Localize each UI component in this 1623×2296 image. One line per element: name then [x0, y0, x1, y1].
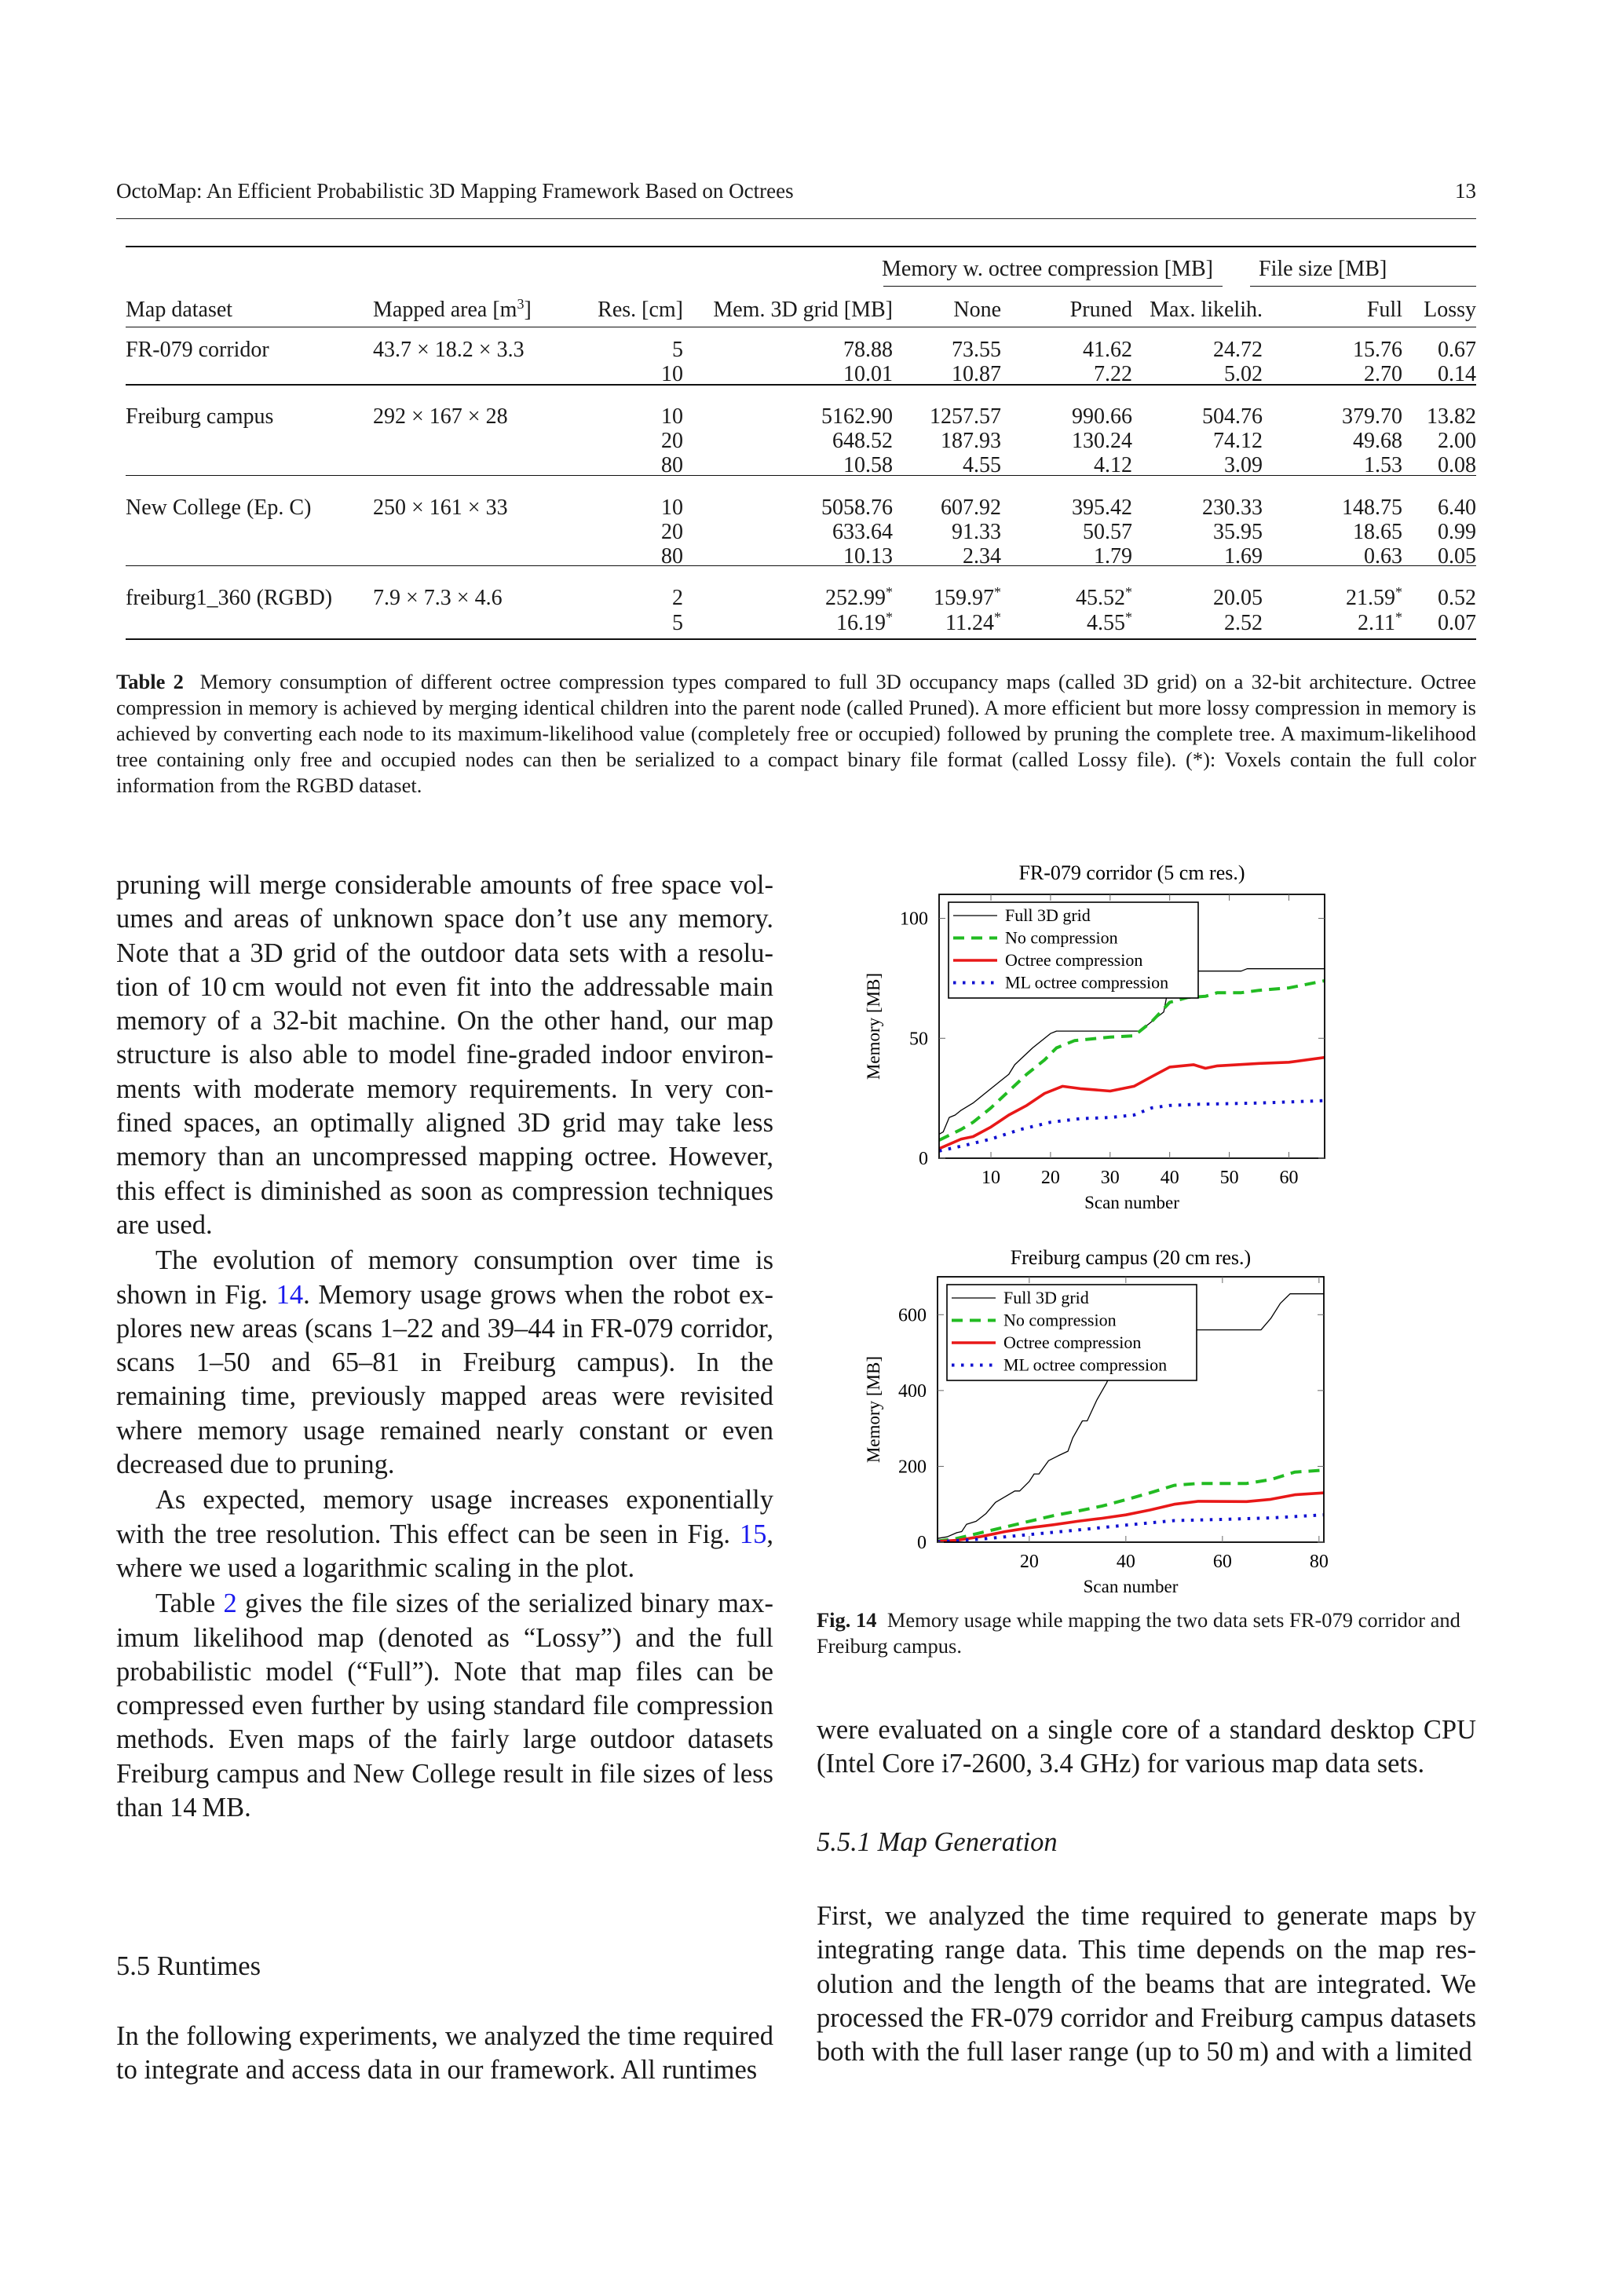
table-cell-none: 91.33: [952, 519, 1001, 544]
chart-title: Freiburg campus (20 cm res.): [1010, 1246, 1252, 1269]
table-cell-pruned: 1.79: [1094, 544, 1132, 569]
series-line: [939, 981, 1325, 1140]
legend-label: ML octree compression: [1005, 972, 1169, 993]
page-number: 13: [1455, 179, 1476, 203]
x-tick-label: 20: [1040, 1168, 1060, 1188]
chart-legend: [947, 1285, 1197, 1380]
table-cell-lossy: 0.07: [1438, 610, 1476, 635]
legend-label: No compression: [1003, 1310, 1117, 1330]
group-rule: [126, 475, 1476, 476]
table-cell-none: 607.92: [941, 495, 1001, 520]
x-tick-label: 10: [981, 1168, 1001, 1188]
table-cell-grid: 648.52: [832, 428, 893, 453]
x-tick-label: 60: [1279, 1168, 1299, 1188]
header-rule: [116, 218, 1476, 219]
left-column-bottom: [116, 2020, 773, 2088]
running-title: OctoMap: An Efficient Probabilistic 3D Mapping Framework Based on Octrees: [116, 179, 794, 203]
x-tick-label: 40: [1160, 1168, 1179, 1188]
memory-group-header: Memory w. octree compression [MB]: [882, 257, 1213, 281]
table-cell-grid: 633.64: [832, 519, 893, 544]
legend-label: Full 3D grid: [1003, 1288, 1089, 1307]
col-header-none: None: [953, 298, 1001, 322]
right-paragraph-2: First, we analyzed the time required to generate maps by integrating range data. This time depends on the map resolution and the length of the beams that are integrated. We processed the FR-079 corridor and Freiburg campus datasets both with the full laser range (up to 50 m) and with a limited: [817, 1901, 1476, 2067]
table-cell-grid: 10.13: [843, 544, 893, 569]
table-cell-full: 379.70: [1342, 404, 1402, 429]
table-cell-none: 159.97*: [934, 584, 1001, 611]
legend-label: Full 3D grid: [1005, 905, 1091, 925]
y-tick-label: 400: [898, 1380, 927, 1402]
dataset-name: Freiburg campus: [126, 404, 274, 429]
table-cell-res: 5: [672, 338, 683, 362]
series-line: [938, 1470, 1324, 1541]
legend-label: Octree compression: [1005, 950, 1143, 970]
table-cell-res: 10: [661, 362, 683, 387]
table-cell-full: 21.59*: [1346, 584, 1402, 611]
table-cell-ml: 74.12: [1213, 428, 1263, 453]
group-rule: [126, 384, 1476, 386]
table-cell-full: 18.65: [1353, 519, 1402, 544]
table-cell-res: 5: [672, 610, 683, 635]
table-cell-grid: 78.88: [843, 338, 893, 362]
table-cell-res: 80: [661, 453, 683, 478]
fig-14-link[interactable]: 14: [276, 1279, 304, 1310]
fig-15-link[interactable]: 15: [739, 1519, 767, 1549]
paragraph: In the following experiments, we analyzed the time required to integrate and access data in our framework. All runtimes: [116, 2021, 773, 2086]
table-cell-pruned: 130.24: [1072, 428, 1132, 453]
memory-group-rule: [883, 286, 1223, 287]
table-cell-res: 20: [661, 519, 683, 544]
col-header-area: Mapped area $[m^3]$: [373, 296, 532, 322]
y-tick-label: 200: [898, 1457, 927, 1478]
right-paragraph-1: were evaluated on a single core of a standard desktop CPU (Intel Core i7-2600, 3.4 GHz) for various map data sets.: [817, 1715, 1476, 1779]
col-header-lossy: Lossy: [1424, 298, 1476, 322]
table-cell-full: 49.68: [1353, 428, 1402, 453]
table-cell-ml: 20.05: [1213, 586, 1263, 611]
table-cell-pruned: 4.55*: [1087, 609, 1132, 635]
table-cell-pruned: 4.12: [1094, 453, 1132, 478]
y-tick-label: 600: [898, 1305, 927, 1326]
series-line: [939, 1101, 1325, 1151]
table-bottom-rule: [126, 638, 1476, 640]
paragraph: The evolution of memory consumption over time is shown in Fig. 14. Memory usage grows when the robot explores new areas (scans 1–22 and 39–44 in FR-079 corridor, scans 1–50 and 65–81 in Freiburg campus). In the remaining time, previously mapped areas were revisited where memory usage remained nearly constant or even decreased due to pruning.: [116, 1245, 773, 1480]
x-axis-label: Scan number: [1084, 1193, 1179, 1212]
table-cell-lossy: 0.52: [1438, 586, 1476, 611]
table-cell-lossy: 0.14: [1438, 362, 1476, 387]
table-caption: [116, 669, 1476, 799]
table-cell-ml: 1.69: [1224, 544, 1263, 569]
y-axis-label: Memory [MB]: [864, 972, 883, 1080]
table-cell-full: 15.76: [1353, 338, 1402, 362]
fr079-memory-chart: [856, 856, 1421, 1233]
table-cell-grid: 5162.90: [821, 404, 893, 429]
mapped-area: 292 × 167 × 28: [373, 404, 508, 429]
table-cell-full: 2.11*: [1358, 609, 1402, 635]
table-cell-lossy: 0.05: [1438, 544, 1476, 569]
col-header-pruned: Pruned: [1069, 298, 1132, 322]
table-cell-none: 4.55: [963, 453, 1001, 478]
table-cell-ml: 35.95: [1213, 519, 1263, 544]
table-cell-pruned: 395.42: [1072, 495, 1132, 520]
table-cell-ml: 5.02: [1224, 362, 1263, 387]
paragraph: pruning will merge considerable amounts of free space volumes and areas of unknown space don’t use any memory. Note that a 3D grid of the outdoor data sets with a resolution of 10 cm would not even fit into the addressable main memory of a 32-bit machine. On the other hand, our map structure is also able to model fine-graded indoor environments with moderate memory requirements. In very confined spaces, an optimally aligned 3D grid may take less memory than an uncompressed mapping octree. However, this effect is diminished as soon as compression techniques are used.: [116, 870, 773, 1240]
table-cell-pruned: 41.62: [1083, 338, 1132, 362]
table-cell-lossy: 0.08: [1438, 453, 1476, 478]
table-cell-none: 1257.57: [930, 404, 1001, 429]
x-tick-label: 50: [1219, 1168, 1239, 1188]
table-cell-none: 187.93: [941, 428, 1001, 453]
figure-caption: Fig. 14 Memory usage while mapping the two data sets FR-079 corridor and Freiburg campus.: [817, 1608, 1460, 1658]
x-axis-label: Scan number: [1083, 1577, 1179, 1596]
col-header-ml: Max. likelih.: [1150, 298, 1263, 322]
table-cell-full: 0.63: [1364, 544, 1402, 569]
table-cell-lossy: 0.99: [1438, 519, 1476, 544]
paragraph: Table 2 gives the file sizes of the serialized binary maximum likelihood map (denoted as “Lossy”) and the full probabilistic model (“Full”). Note that map files can be compressed even further by using standard file compression methods. Even maps of the fairly large outdoor datasets Freiburg campus and New College result in file sizes of less than 14 MB.: [116, 1589, 773, 1823]
table-cell-full: 148.75: [1342, 495, 1402, 520]
series-line: [939, 1058, 1325, 1149]
legend-label: ML octree compression: [1003, 1355, 1168, 1375]
table-cell-lossy: 2.00: [1438, 428, 1476, 453]
legend-label: No compression: [1005, 927, 1118, 948]
mapped-area: 7.9 × 7.3 × 4.6: [373, 586, 503, 611]
x-tick-label: 40: [1116, 1552, 1135, 1572]
col-header-dataset: Map dataset: [126, 298, 233, 322]
table-2-link[interactable]: 2: [223, 1589, 237, 1619]
y-tick-label: 0: [919, 1149, 928, 1169]
table-cell-grid: 10.01: [843, 362, 893, 387]
subsection-heading: 5.5.1 Map Generation: [817, 1827, 1058, 1857]
group-rule: [126, 565, 1476, 566]
table-cell-full: 2.70: [1364, 362, 1402, 387]
table-cell-pruned: 45.52*: [1076, 584, 1132, 611]
table-cell-pruned: 7.22: [1094, 362, 1132, 387]
chart-title: FR-079 corridor (5 cm res.): [1018, 861, 1245, 884]
series-line: [938, 1493, 1324, 1541]
mapped-area: 250 × 161 × 33: [373, 495, 508, 520]
y-axis-label: Memory [MB]: [864, 1355, 883, 1464]
table-cell-ml: 504.76: [1202, 404, 1263, 429]
dataset-name: freiburg1_360 (RGBD): [126, 586, 333, 611]
col-header-grid: Mem. 3D grid [MB]: [713, 298, 893, 322]
x-tick-label: 80: [1309, 1552, 1329, 1572]
table-cell-grid: 252.99*: [825, 584, 893, 611]
table-top-rule: [126, 246, 1476, 247]
x-tick-label: 20: [1019, 1552, 1039, 1572]
x-tick-label: 30: [1100, 1168, 1120, 1188]
table-caption-label: Table 2: [116, 670, 184, 693]
file-size-group-header: File size [MB]: [1259, 257, 1387, 281]
freiburg-memory-chart: [856, 1241, 1421, 1602]
y-tick-label: 0: [917, 1533, 927, 1553]
table-cell-lossy: 6.40: [1438, 495, 1476, 520]
col-header-res: Res. [cm]: [598, 298, 683, 322]
table-cell-lossy: 13.82: [1427, 404, 1476, 429]
table-cell-grid: 5058.76: [821, 495, 893, 520]
table-cell-res: 10: [661, 495, 683, 520]
table-cell-res: 20: [661, 428, 683, 453]
dataset-name: New College (Ep. C): [126, 495, 312, 520]
table-cell-res: 80: [661, 544, 683, 569]
table-cell-res: 2: [672, 586, 683, 611]
left-column: [116, 868, 773, 1825]
table-cell-ml: 230.33: [1202, 495, 1263, 520]
dataset-name: FR-079 corridor: [126, 338, 269, 362]
paragraph: As expected, memory usage increases exponentially with the tree resolution. This effect can be seen in Fig. 15, where we used a logarithmic scaling in the plot.: [116, 1485, 773, 1583]
table-cell-grid: 10.58: [843, 453, 893, 478]
mapped-area: 43.7 × 18.2 × 3.3: [373, 338, 525, 362]
table-cell-none: 10.87: [952, 362, 1001, 387]
chart-legend: [949, 902, 1198, 998]
col-header-full: Full: [1366, 298, 1402, 322]
table-cell-res: 10: [661, 404, 683, 429]
table-cell-ml: 3.09: [1224, 453, 1263, 478]
y-tick-label: 50: [909, 1029, 928, 1050]
figure-caption-label: Fig. 14: [817, 1608, 877, 1632]
table-cell-grid: 16.19*: [836, 609, 893, 635]
table-cell-none: 2.34: [963, 544, 1001, 569]
legend-label: Octree compression: [1003, 1333, 1142, 1352]
table-cell-full: 1.53: [1364, 453, 1402, 478]
y-tick-label: 100: [900, 909, 928, 930]
table-cell-pruned: 990.66: [1072, 404, 1132, 429]
table-cell-ml: 2.52: [1224, 610, 1263, 635]
table-cell-none: 73.55: [952, 338, 1001, 362]
section-heading: 5.5 Runtimes: [116, 1951, 261, 1981]
table-cell-lossy: 0.67: [1438, 338, 1476, 362]
table-cell-ml: 24.72: [1213, 338, 1263, 362]
file-group-rule: [1250, 286, 1476, 287]
x-tick-label: 60: [1212, 1552, 1232, 1572]
table-cell-pruned: 50.57: [1083, 519, 1132, 544]
table-cell-none: 11.24*: [945, 609, 1001, 635]
table-caption-text: Memory consumption of different octree compression types compared to full 3D occupancy maps (called 3D grid) on a 32-bit architecture. Octree compression in memory is achieved by merging identical children into the parent node (called Pruned). A more efficient but more lossy compression in memory is achieved by converting each node to its maximum-likelihood value (completely free or occupied) followed by pruning the complete tree. A maximum-likelihood tree containing only free and occupied nodes can then be serialized to a compact binary file format (called Lossy file). (*): Voxels contain the full color information from the RGBD dataset.: [116, 670, 1477, 797]
